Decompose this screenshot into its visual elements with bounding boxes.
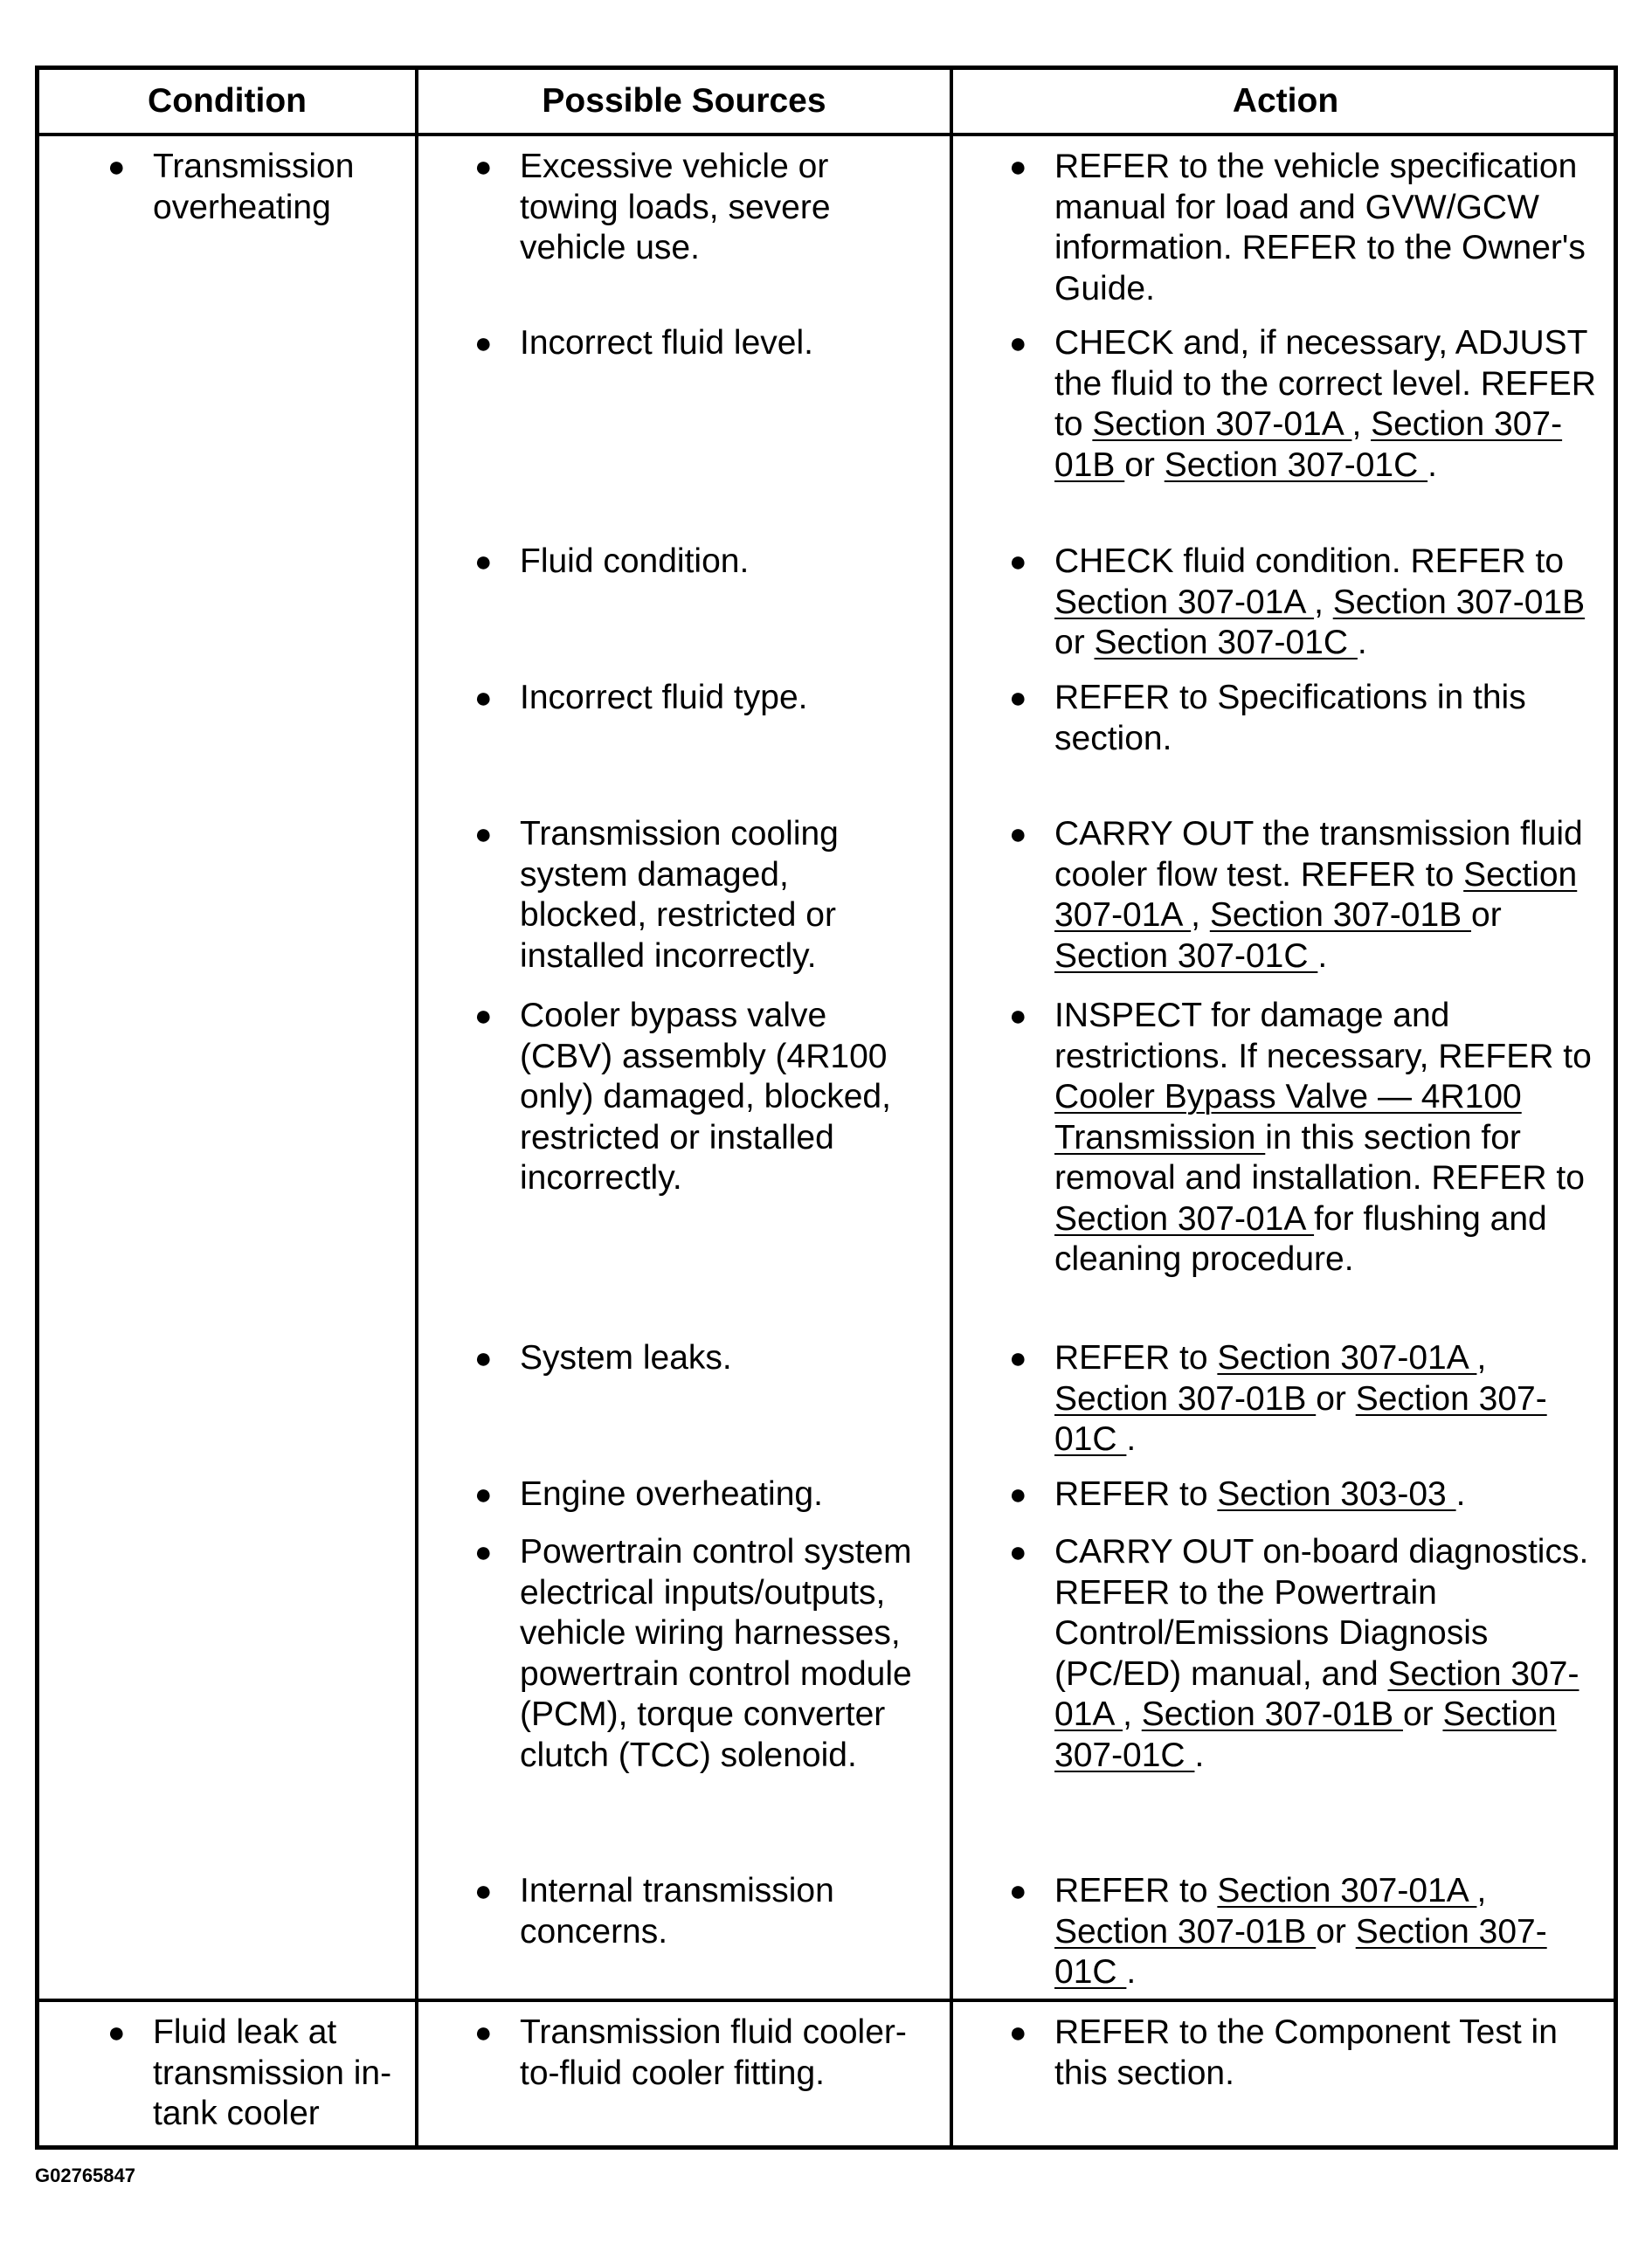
action-text-segment: , <box>1476 1872 1487 1909</box>
source-text: Transmission cooling system damaged, blocked, restricted or installed incorrectly. <box>520 815 839 975</box>
action-text-segment: in this section for removal and installation. REFER to <box>1054 1118 1585 1197</box>
section-reference-link[interactable]: Section 303-03 <box>1217 1475 1456 1513</box>
action-text-segment: . <box>1357 624 1367 661</box>
bullet-icon: ● <box>474 1478 493 1511</box>
source-text: Engine overheating. <box>520 1475 823 1513</box>
section-reference-link[interactable]: Section 307-01B <box>1332 583 1586 621</box>
action-text <box>1054 1533 1588 1774</box>
action-item <box>1002 996 1605 1281</box>
source-text: Excessive vehicle or towing loads, severe vehicle use. <box>520 148 831 266</box>
section-reference-link[interactable]: Section 307-01A <box>1054 1654 1579 1733</box>
section-reference-link[interactable]: Section 307-01C <box>1054 1379 1547 1458</box>
action-item <box>1002 2013 1605 2094</box>
action-text-segment: or <box>1402 1695 1443 1733</box>
header-possible-sources: Possible Sources <box>542 82 826 120</box>
source-text: Transmission fluid cooler-to-fluid cooler fitting. <box>520 2013 907 2092</box>
action-text-segment: or <box>1054 624 1095 661</box>
column-divider <box>950 70 953 2145</box>
row-divider <box>39 1999 1614 2002</box>
action-text <box>1054 815 1583 975</box>
source-text: Incorrect fluid type. <box>520 679 808 716</box>
source-item <box>467 814 922 977</box>
section-reference-link[interactable]: Section 307-01A <box>1054 1199 1315 1238</box>
action-text <box>1054 679 1526 757</box>
source-text: Internal transmission concerns. <box>520 1872 834 1951</box>
source-item <box>467 2013 922 2094</box>
action-text <box>1054 324 1596 484</box>
source-text: Cooler bypass valve (CBV) assembly (4R100 only) damaged, blocked, restricted or installed incorrectly. <box>520 997 891 1197</box>
bullet-icon: ● <box>474 1875 493 1908</box>
source-item <box>467 1474 922 1516</box>
action-text-segment: or <box>1316 1912 1356 1951</box>
action-text <box>1054 542 1585 661</box>
section-reference-link[interactable]: Section 307-01A <box>1217 1339 1477 1377</box>
action-text-segment: CARRY OUT on-board diagnostics. REFER to the Powertrain Control/Emissions Diagnosis (PC/ED) manual, and <box>1054 1533 1589 1693</box>
condition-cell <box>100 2013 397 2135</box>
header-action: Action <box>1232 82 1339 120</box>
condition-text: Fluid leak at transmission in-tank cooler <box>153 2013 392 2132</box>
diagnosis-table <box>35 66 1618 2150</box>
bullet-icon: ● <box>474 327 493 360</box>
action-text-segment: REFER to <box>1054 1475 1218 1513</box>
action-text-segment: or <box>1471 896 1502 934</box>
section-reference-link[interactable]: Cooler Bypass Valve — 4R100 Transmission <box>1054 1078 1522 1157</box>
source-item <box>467 996 922 1199</box>
action-item <box>1002 147 1605 309</box>
action-item <box>1002 323 1605 486</box>
bullet-icon: ● <box>1009 150 1027 183</box>
bullet-icon: ● <box>1009 681 1027 715</box>
condition-cell <box>100 147 406 228</box>
action-item <box>1002 1532 1605 1776</box>
bullet-icon: ● <box>474 545 493 578</box>
bullet-icon: ● <box>1009 545 1027 578</box>
section-reference-link[interactable]: Section 307-01C <box>1054 1695 1557 1774</box>
action-text-segment: . <box>1427 445 1437 484</box>
action-text-segment: REFER to the vehicle specification manual for load and GVW/GCW information. REFER to the Owner's Guide. <box>1054 148 1586 307</box>
header-condition: Condition <box>148 82 307 120</box>
action-text-segment: . <box>1194 1736 1205 1774</box>
source-text: System leaks. <box>520 1339 732 1377</box>
column-divider <box>415 70 418 2145</box>
action-text-segment: CHECK fluid condition. REFER to <box>1054 542 1565 580</box>
bullet-icon: ● <box>1009 1478 1027 1511</box>
action-text-segment: , <box>1123 1695 1142 1733</box>
bullet-icon: ● <box>1009 327 1027 360</box>
action-text-segment: , <box>1351 405 1372 443</box>
action-text <box>1054 1339 1547 1458</box>
bullet-icon: ● <box>474 999 493 1032</box>
section-reference-link[interactable]: Section 307-01A <box>1217 1872 1477 1909</box>
action-text-segment: CARRY OUT the transmission fluid cooler flow test. REFER to <box>1054 815 1583 894</box>
bullet-icon: ● <box>1009 1342 1027 1375</box>
bullet-icon: ● <box>474 150 493 183</box>
source-item <box>467 542 922 583</box>
action-text-segment: , <box>1191 896 1210 934</box>
action-text-segment: . <box>1317 936 1328 975</box>
condition-text: Transmission overheating <box>153 148 355 226</box>
section-reference-link[interactable]: Section 307-01C <box>1164 445 1428 484</box>
source-text: Fluid condition. <box>520 542 750 580</box>
action-text-segment: or <box>1316 1379 1356 1418</box>
action-text-segment: INSPECT for damage and restrictions. If necessary, REFER to <box>1054 997 1592 1075</box>
bullet-icon: ● <box>1009 999 1027 1032</box>
action-text-segment: . <box>1126 1420 1137 1458</box>
action-text-segment: REFER to <box>1054 1339 1218 1377</box>
section-reference-link[interactable]: Section 307-01C <box>1094 624 1358 661</box>
action-text-segment: REFER to the Component Test in this section. <box>1054 2013 1558 2092</box>
bullet-icon: ● <box>1009 2016 1027 2049</box>
action-text-segment: REFER to <box>1054 1872 1218 1909</box>
bullet-icon: ● <box>1009 1536 1027 1569</box>
action-text-segment: , <box>1476 1339 1487 1377</box>
source-text: Incorrect fluid level. <box>520 324 813 362</box>
action-text-segment: . <box>1126 1953 1137 1991</box>
source-item <box>467 323 922 364</box>
section-reference-link[interactable]: Section 307-01A <box>1092 405 1352 443</box>
bullet-icon: ● <box>107 2016 126 2049</box>
header-divider <box>39 133 1614 136</box>
action-text-segment: for flushing and cleaning procedure. <box>1054 1199 1547 1278</box>
section-reference-link[interactable]: Section 307-01B <box>1054 1379 1317 1418</box>
section-reference-link[interactable]: Section 307-01C <box>1054 1912 1547 1991</box>
bullet-icon: ● <box>474 818 493 851</box>
figure-id: G02765847 <box>35 2165 135 2186</box>
action-text <box>1054 1872 1547 1991</box>
action-text <box>1054 148 1586 307</box>
bullet-icon: ● <box>1009 1875 1027 1908</box>
bullet-icon: ● <box>474 1536 493 1569</box>
section-reference-link[interactable]: Section 307-01B <box>1054 405 1563 484</box>
bullet-icon: ● <box>474 681 493 715</box>
source-text: Powertrain control system electrical inputs/outputs, vehicle wiring harnesses, powertrain control module (PCM), torque converter clutch (TCC) solenoid. <box>520 1533 912 1774</box>
section-reference-link[interactable]: Section 307-01B <box>1141 1695 1403 1733</box>
action-item <box>1002 1474 1605 1516</box>
action-item <box>1002 814 1605 977</box>
action-text <box>1054 1475 1465 1513</box>
action-text-segment: or <box>1124 445 1165 484</box>
bullet-icon: ● <box>474 1342 493 1375</box>
source-item <box>467 678 922 719</box>
action-item <box>1002 1338 1605 1460</box>
section-reference-link[interactable]: Section 307-01A <box>1054 583 1315 621</box>
action-text <box>1054 997 1592 1278</box>
source-item <box>467 1532 922 1776</box>
action-item <box>1002 678 1605 759</box>
action-text-segment: . <box>1455 1475 1466 1513</box>
section-reference-link[interactable]: Section 307-01B <box>1209 896 1472 934</box>
action-text <box>1054 2013 1558 2092</box>
section-reference-link[interactable]: Section 307-01B <box>1054 1912 1317 1951</box>
bullet-icon: ● <box>107 150 126 183</box>
source-item <box>467 1871 922 1952</box>
action-text-segment: , <box>1314 583 1333 621</box>
bullet-icon: ● <box>474 2016 493 2049</box>
action-item <box>1002 542 1605 664</box>
action-text-segment: CHECK and, if necessary, ADJUST the fluid to the correct level. REFER to <box>1054 324 1596 443</box>
bullet-icon: ● <box>1009 818 1027 851</box>
section-reference-link[interactable]: Section 307-01A <box>1054 855 1578 934</box>
source-item <box>467 147 922 269</box>
action-item <box>1002 1871 1605 1993</box>
section-reference-link[interactable]: Section 307-01C <box>1054 936 1318 975</box>
action-text-segment: REFER to Specifications in this section. <box>1054 679 1526 757</box>
source-item <box>467 1338 922 1379</box>
